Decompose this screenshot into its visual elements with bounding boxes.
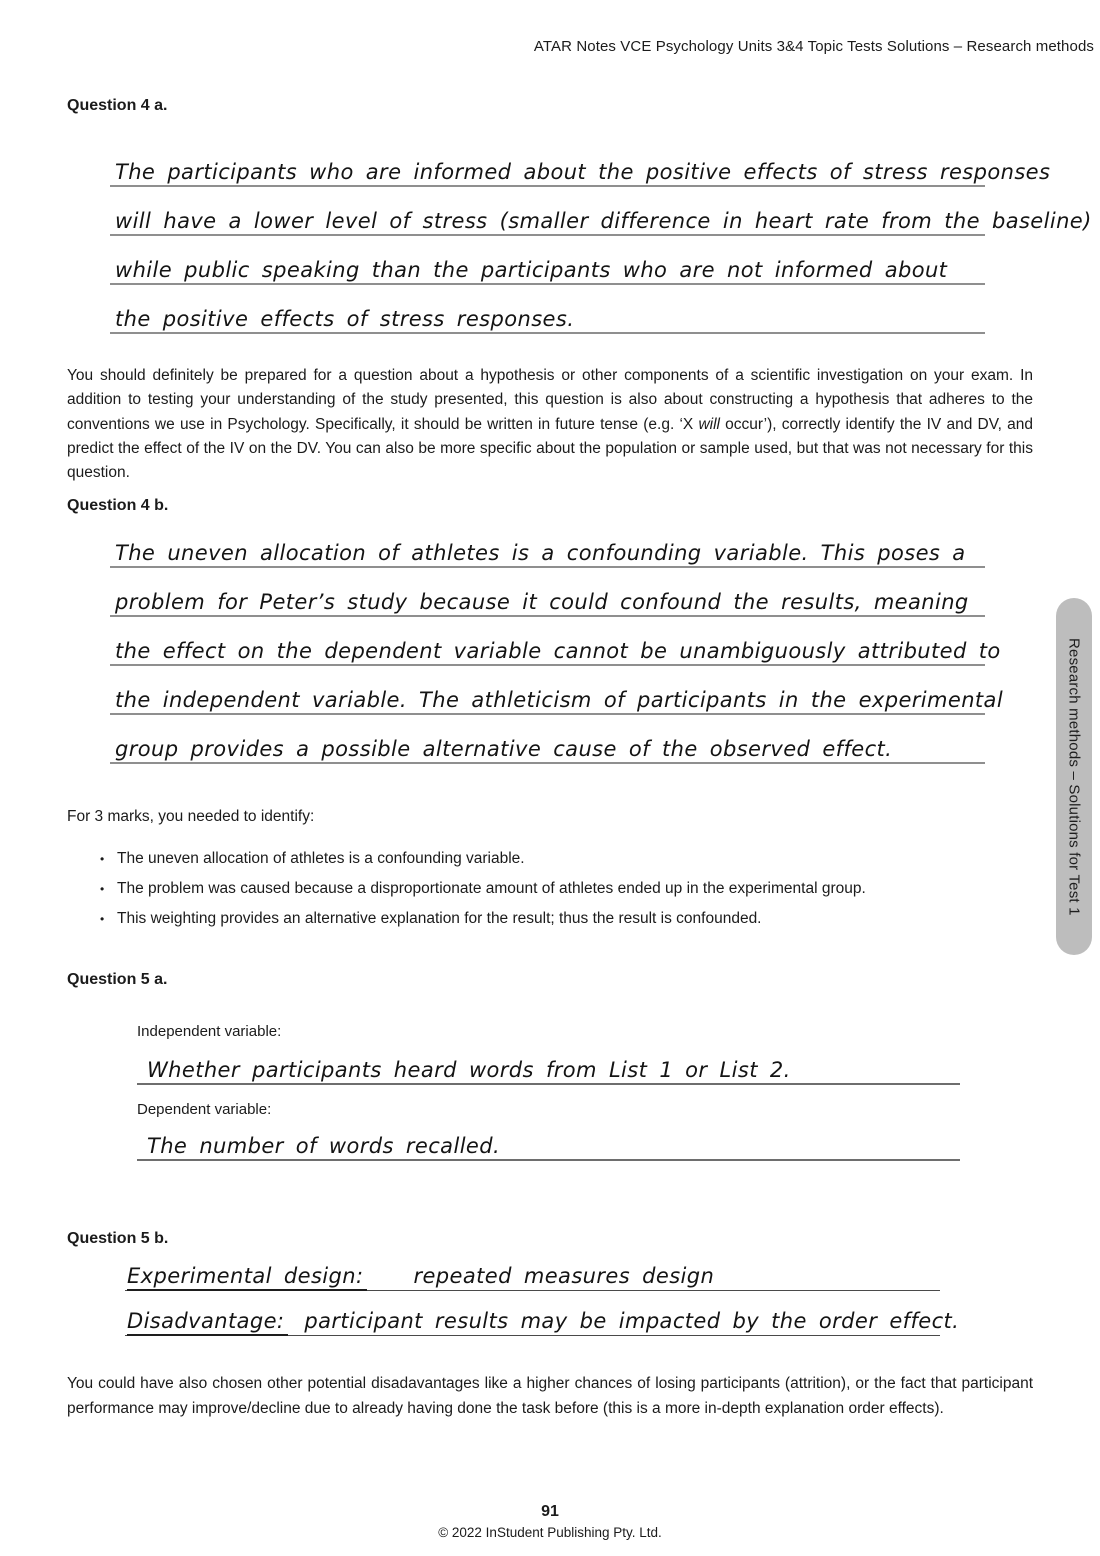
page-footer bbox=[0, 1502, 1100, 1540]
handwritten-text: the positive effects of stress responses. bbox=[115, 307, 575, 331]
bullet-icon: • bbox=[100, 852, 105, 867]
q4a-handwritten-answer bbox=[110, 138, 1092, 334]
question-4a-heading: Question 4 a. bbox=[67, 97, 168, 114]
list-item bbox=[100, 880, 1033, 898]
handwritten-text: Whether participants heard words from List 1 or List 2. bbox=[147, 1058, 791, 1083]
handwritten-line bbox=[110, 138, 1051, 187]
handwritten-line bbox=[110, 715, 985, 764]
q4a-explanation bbox=[67, 364, 1033, 485]
handwritten-label: Disadvantage: bbox=[127, 1309, 288, 1336]
experimental-design-line bbox=[125, 1248, 940, 1291]
handwritten-line bbox=[110, 568, 985, 617]
explanation-italic-word: will bbox=[698, 415, 720, 433]
explanation-text: You should definitely be prepared for a question about a hypothesis or other components of a scientific investigation on your exam. In addition to testing your understanding of the study presented, this question is also about constructing a hypothesis that adheres to the conventions we use in Psychology. Specifically, it should be written in future tense (e.g. ‘X bbox=[67, 367, 1033, 433]
q4b-marks-intro: For 3 marks, you needed to identify: bbox=[67, 808, 315, 826]
handwritten-text: The uneven allocation of athletes is a confounding variable. This poses a bbox=[115, 541, 966, 566]
handwritten-line bbox=[110, 236, 985, 285]
bullet-icon: • bbox=[100, 912, 105, 927]
question-5a-heading: Question 5 a. bbox=[67, 971, 168, 989]
bullet-text: The uneven allocation of athletes is a confounding variable. bbox=[117, 850, 525, 868]
handwritten-text: problem for Peter’s study because it could confound the results, meaning bbox=[115, 590, 969, 615]
dependent-variable-line bbox=[137, 1119, 960, 1161]
handwritten-text: repeated measures design bbox=[413, 1264, 715, 1289]
handwritten-line bbox=[110, 666, 1004, 715]
handwritten-text: group provides a possible alternative cause of the observed effect. bbox=[115, 737, 893, 762]
independent-variable-line bbox=[137, 1041, 960, 1085]
handwritten-text: while public speaking than the participants who are not informed about bbox=[115, 258, 948, 282]
handwritten-label: Experimental design: bbox=[127, 1264, 367, 1291]
handwritten-line bbox=[110, 519, 985, 568]
page-number: 91 bbox=[541, 1503, 559, 1520]
page-header bbox=[534, 38, 1094, 55]
header-title: ATAR Notes VCE Psychology Units 3&4 Topic Tests Solutions – Research methods bbox=[533, 38, 1094, 55]
handwritten-text: the independent variable. The athleticism of participants in the experimental bbox=[115, 688, 1004, 713]
handwritten-text: the effect on the dependent variable cannot be unambiguously attributed to bbox=[115, 639, 1001, 664]
bullet-text: The problem was caused because a disproportionate amount of athletes ended up in the experimental group. bbox=[117, 880, 866, 898]
q4b-handwritten-answer bbox=[110, 519, 1004, 764]
bullet-text: This weighting provides an alternative explanation for the result; thus the result is confounded. bbox=[117, 910, 762, 928]
disadvantage-line bbox=[125, 1291, 960, 1336]
question-4b-heading: Question 4 b. bbox=[67, 497, 169, 515]
side-tab-research-methods bbox=[1056, 598, 1092, 955]
bullet-icon: • bbox=[100, 882, 105, 897]
list-item bbox=[100, 850, 1033, 868]
dependent-variable-label: Dependent variable: bbox=[137, 1101, 272, 1119]
q5b-answer-block bbox=[125, 1248, 1033, 1336]
explanation-text: occur’), correctly identify the IV and DV, and predict the effect of the IV on the DV. You can also be more specific about the population or sample used, but that was not necessary for this question. bbox=[67, 415, 1033, 482]
q5b-explanation: You could have also chosen other potential disadavantages like a higher chances of losing participants (attrition), or the fact that participant performance may improve/decline due to already having done the task before (this is a more in-depth explanation order effects). bbox=[67, 1375, 1033, 1417]
handwritten-line bbox=[110, 187, 1092, 236]
side-tab-label: Research methods – Solutions for Test 1 bbox=[1065, 637, 1083, 916]
list-item bbox=[100, 910, 1033, 928]
handwritten-line bbox=[110, 617, 1001, 666]
handwritten-line bbox=[127, 1309, 959, 1333]
handwritten-line bbox=[127, 1264, 714, 1288]
copyright-text: © 2022 InStudent Publishing Pty. Ltd. bbox=[438, 1525, 662, 1540]
handwritten-text: participant results may be impacted by the order effect. bbox=[304, 1309, 960, 1334]
handwritten-line bbox=[110, 285, 985, 334]
independent-variable-label: Independent variable: bbox=[137, 1023, 282, 1041]
q5a-answer-block bbox=[137, 1023, 1033, 1161]
handwritten-text: The number of words recalled. bbox=[147, 1134, 501, 1159]
question-5b-heading: Question 5 b. bbox=[67, 1230, 169, 1248]
handwritten-text: will have a lower level of stress (smaller difference in heart rate from the baseline) bbox=[115, 209, 1092, 233]
q4b-bullet-list bbox=[67, 850, 1033, 928]
handwritten-text: The participants who are informed about the positive effects of stress responses bbox=[115, 160, 1051, 184]
